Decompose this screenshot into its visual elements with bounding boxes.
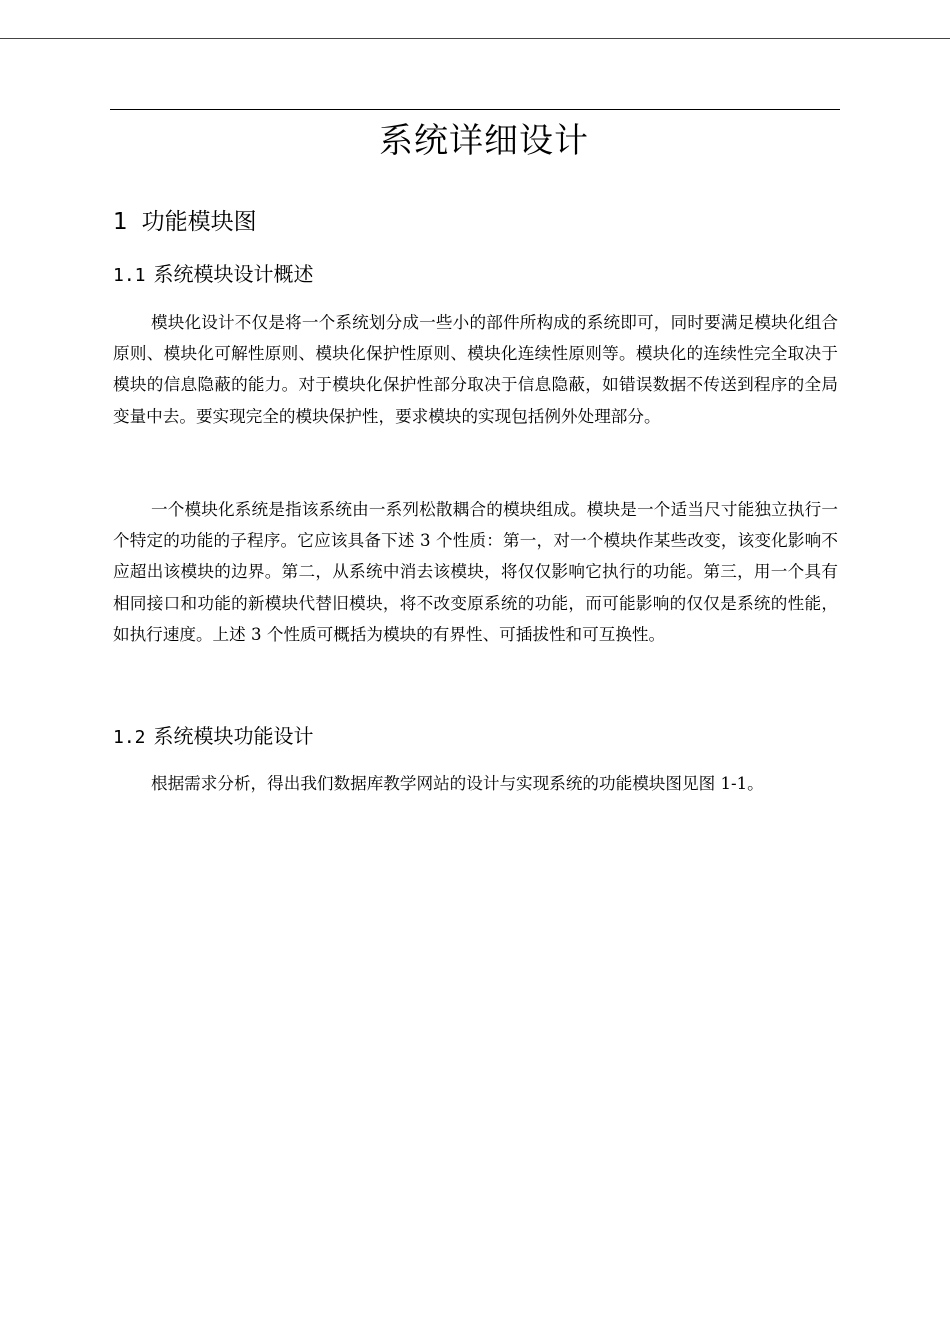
section-title: 系统模块设计概述 (153, 262, 314, 286)
page-top-rule (0, 38, 950, 39)
body-paragraph: 一个模块化系统是指该系统由一系列松散耦合的模块组成。模块是一个适当尺寸能独立执行一个特定的功能的子程序。它应该具备下述 3 个性质：第一，对一个模块作某些改变，该变化影响不应超出该模块的边界。第二，从系统中消去该模块，将仅仅影响它执行的功能。第三，用一个具有相同接口和功能的新模块代替旧模块，将不改变原系统的功能，而可能影响的仅仅是系统的性能，如执行速度。上述 3 个性质可概括为模块的有界性、可插拔性和可互换性。 (113, 500, 838, 644)
page-title: 系统详细设计 (379, 121, 589, 161)
section-title: 功能模块图 (141, 209, 257, 235)
section-number: 1.1 (113, 265, 146, 286)
section-heading-1 (113, 205, 257, 239)
title-rule (110, 109, 840, 110)
section-heading-1-1 (113, 259, 314, 291)
body-paragraph: 根据需求分析，得出我们数据库教学网站的设计与实现系统的功能模块图见图 1-1。 (151, 774, 764, 793)
body-paragraph: 模块化设计不仅是将一个系统划分成一些小的部件所构成的系统即可，同时要满足模块化组合原则、模块化可解性原则、模块化保护性原则、模块化连续性原则等。模块化的连续性完全取决于模块的信息隐蔽的能力。对于模块化保护性部分取决于信息隐蔽，如错误数据不传送到程序的全局变量中去。要实现完全的模块保护性，要求模块的实现包括例外处理部分。 (113, 313, 838, 426)
section-title: 系统模块功能设计 (153, 724, 314, 748)
section-number: 1.2 (113, 727, 146, 748)
section-number: 1 (113, 209, 128, 235)
